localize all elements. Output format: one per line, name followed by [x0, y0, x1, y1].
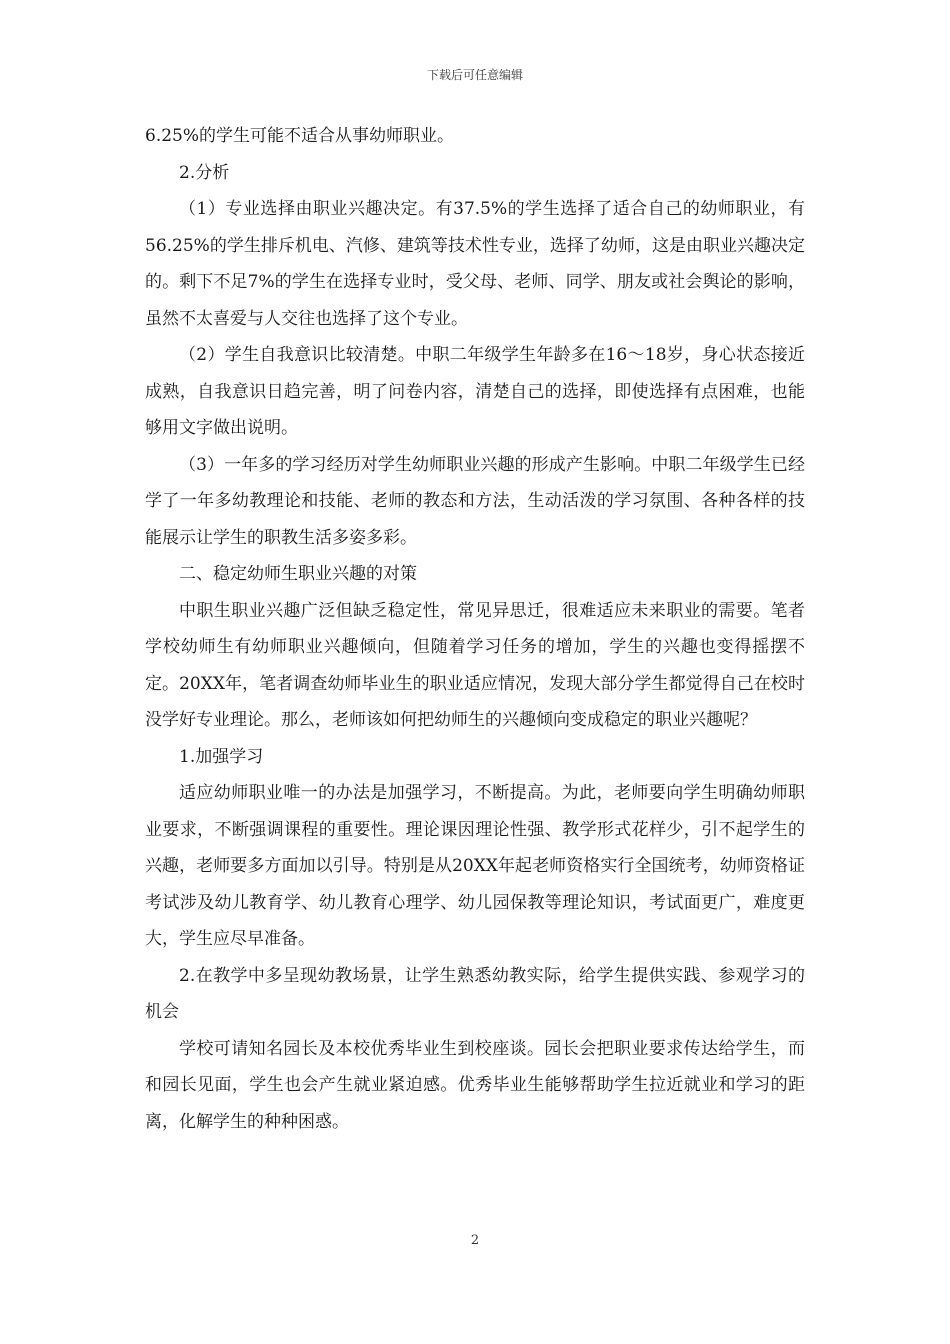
heading-analysis: 2.分析 [179, 162, 230, 183]
paragraph-analysis-1: （1）专业选择由职业兴趣决定。有37.5%的学生选择了适合自己的幼师职业，有56.25%的学生排斥机电、汽修、建筑等技术性专业，选择了幼师，这是由职业兴趣决定的。剩下不足7%的学生在选择专业时，受父母、老师、同学、朋友或社会舆论的影响，虽然不太喜爱与人交往也选择了这个专业。 [145, 199, 805, 329]
paragraph-analysis-3: （3）一年多的学习经历对学生幼师职业兴趣的形成产生影响。中职二年级学生已经学了一年多幼教理论和技能、老师的教态和方法，生动活泼的学习氛围、各种各样的技能展示让学生的职教生活多姿多彩。 [145, 454, 805, 548]
paragraph-continuation: 6.25%的学生可能不适合从事幼师职业。 [145, 126, 455, 146]
page-header: 下载后可任意编辑 [426, 68, 523, 82]
heading-section-two: 二、稳定幼师生职业兴趣的对策 [179, 564, 417, 584]
paragraph-teaching-scenes: 学校可请知名园长及本校优秀毕业生到校座谈。园长会把职业要求传达给学生，而和园长见面，学生也会产生就业紧迫感。优秀毕业生能够帮助学生拉近就业和学习的距离，化解学生的种种困惑。 [145, 1038, 805, 1132]
heading-teaching-scenes: 2.在教学中多呈现幼教场景，让学生熟悉幼教实际，给学生提供实践、参观学习的机会 [145, 965, 805, 1022]
document-body [145, 118, 805, 1140]
page-number: 2 [470, 1233, 480, 1248]
paragraph-section-two-intro: 中职生职业兴趣广泛但缺乏稳定性，常见异思迁，很难适应未来职业的需要。笔者学校幼师生有幼师职业兴趣倾向，但随着学习任务的增加，学生的兴趣也变得摇摆不定。20XX年，笔者调查幼师毕业生的职业适应情况，发现大部分学生都觉得自己在校时没学好专业理论。那么，老师该如何把幼师生的兴趣倾向变成稳定的职业兴趣呢？ [145, 600, 805, 730]
paragraph-analysis-2: （2）学生自我意识比较清楚。中职二年级学生年龄多在16～18岁，身心状态接近成熟，自我意识日趋完善，明了问卷内容，清楚自己的选择，即使选择有点困难，也能够用文字做出说明。 [145, 345, 805, 438]
paragraph-strengthen-learning: 适应幼师职业唯一的办法是加强学习，不断提高。为此，老师要向学生明确幼师职业要求，不断强调课程的重要性。理论课因理论性强、教学形式花样少，引不起学生的兴趣，老师要多方面加以引导。特别是从20XX年起老师资格实行全国统考，幼师资格证考试涉及幼儿教育学、幼儿教育心理学、幼儿园保教等理论知识，考试面更广，难度更大，学生应尽早准备。 [145, 783, 805, 949]
heading-strengthen-learning: 1.加强学习 [179, 746, 264, 767]
